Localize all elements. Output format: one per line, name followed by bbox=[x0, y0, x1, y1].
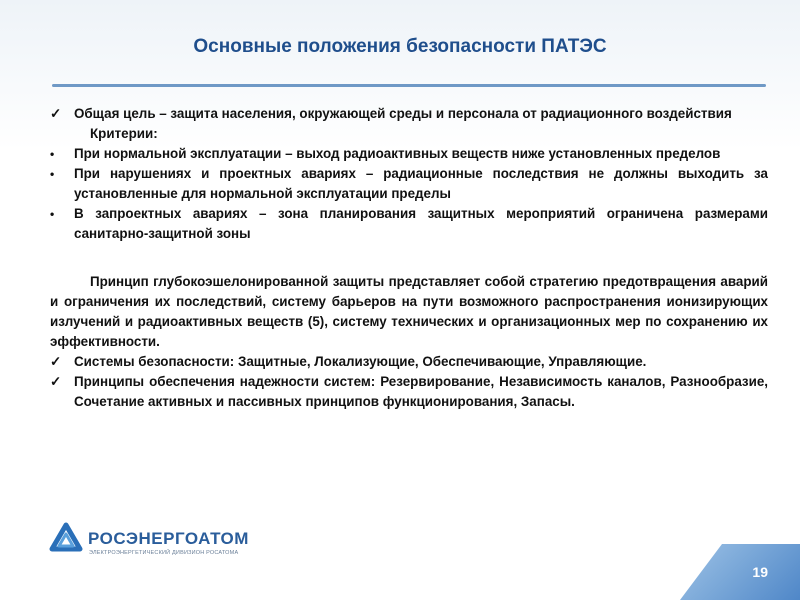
slide-content bbox=[50, 104, 768, 412]
criteria-item bbox=[50, 164, 768, 204]
corner-decoration bbox=[680, 544, 800, 600]
checkmark-icon: ✓ bbox=[50, 106, 62, 121]
criteria-text: В запроектных авариях – зона планирования защитных мероприятий ограничена размерами санитарно-защитной зоны bbox=[74, 206, 768, 241]
principle-paragraph: Принцип глубокоэшелонированной защиты представляет собой стратегию предотвращения аварий и ограничения их последствий, систему барьеров на пути возможного распространения ионизирующих излучений и радиоактивных веществ (5), систему технических и организационных мер по сохранению их эффективности. bbox=[50, 274, 768, 349]
logo-tagline: ЭЛЕКТРОЭНЕРГЕТИЧЕСКИЙ ДИВИЗИОН РОСАТОМА bbox=[89, 550, 239, 556]
goal-item bbox=[50, 104, 768, 124]
safety-systems-item bbox=[50, 352, 768, 372]
spacer bbox=[50, 244, 768, 272]
bullet-icon: • bbox=[50, 167, 55, 181]
logo-name: РОСЭНЕРГОАТОМ bbox=[88, 529, 249, 548]
criteria-text: При нарушениях и проектных авариях – радиационные последствия не должны выходить за установленные для нормальной эксплуатации пределы bbox=[74, 166, 768, 201]
reliability-text: Принципы обеспечения надежности систем: Резервирование, Независимость каналов, Разнообразие, Сочетание активных и пассивных принципов функционирования, Запасы. bbox=[74, 374, 768, 409]
bullet-icon: • bbox=[50, 147, 55, 161]
slide-title: Основные положения безопасности ПАТЭС bbox=[193, 36, 607, 57]
criteria-item bbox=[50, 204, 768, 244]
rosatom-logo-icon bbox=[48, 522, 84, 558]
criteria-text: При нормальной эксплуатации – выход радиоактивных веществ ниже установленных пределов bbox=[74, 146, 721, 161]
bullet-icon: • bbox=[50, 207, 55, 221]
page-number: 19 bbox=[752, 564, 768, 580]
reliability-item bbox=[50, 372, 768, 412]
criteria-item bbox=[50, 144, 768, 164]
safety-systems-text: Системы безопасности: Защитные, Локализующие, Обеспечивающие, Управляющие. bbox=[74, 354, 647, 369]
title-divider bbox=[52, 84, 766, 87]
checkmark-icon: ✓ bbox=[50, 374, 62, 389]
checkmark-icon: ✓ bbox=[50, 354, 62, 369]
criteria-label: Критерии: bbox=[90, 126, 158, 141]
goal-text: Общая цель – защита населения, окружающей среды и персонала от радиационного воздействия bbox=[74, 106, 732, 121]
